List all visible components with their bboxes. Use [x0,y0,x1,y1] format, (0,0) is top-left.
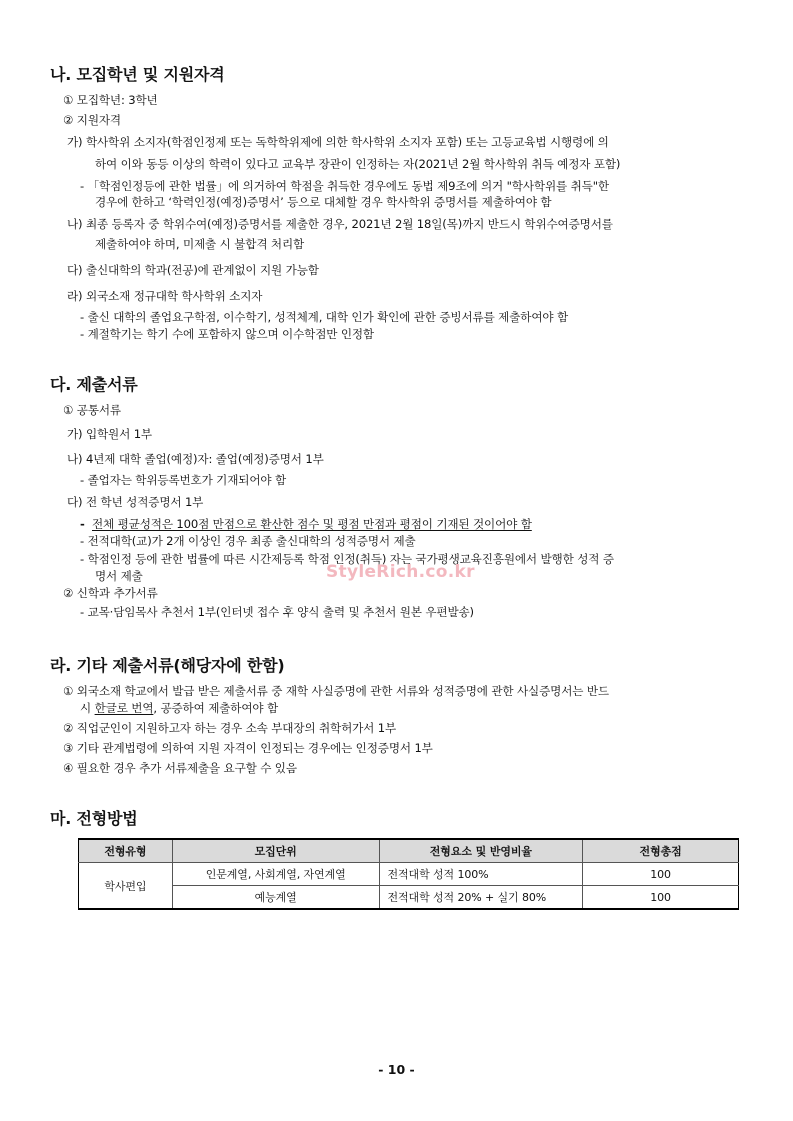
eligibility-ga-line1: 가) 학사학위 소지자(학점인정제 또는 독학학위제에 의한 학사학위 소지자 포함) 또는 고등교육법 시행령에 의 [67,135,609,149]
docs-na-note: - 졸업자는 학위등록번호가 기재되어야 함 [80,473,287,487]
table-header-row [79,839,739,863]
page-number: - 10 - [378,1062,415,1077]
cell-type: 학사편입 [79,863,173,910]
header-type: 전형유형 [79,839,173,863]
cell-unit: 인문계열, 사회계열, 자연계열 [172,863,379,886]
selection-table [78,838,739,910]
other-docs-1-underlined: 한글로 번역 [94,701,154,715]
other-docs-1-line1: ① 외국소재 학교에서 발급 받은 제출서류 중 재학 사실증명에 관한 서류와 성적증명에 관한 사실증명서는 반드 [63,684,609,698]
eligibility-ra-note1: - 출신 대학의 졸업요구학점, 이수학기, 성적체계, 대학 인가 확인에 관한 증빙서류를 제출하여야 함 [80,310,568,324]
section-heading-selection: 마. 전형방법 [50,809,138,828]
docs-da-note3-line1: - 학점인정 등에 관한 법률에 따른 시간제등록 학점 인정(취득) 자는 국가평생교육진흥원에서 발행한 성적 증 [80,552,614,566]
other-docs-1-line2 [80,699,278,717]
header-total: 전형총점 [583,839,739,863]
docs-da: 다) 전 학년 성적증명서 1부 [67,495,204,509]
eligibility-ga-line2: 하여 이와 동등 이상의 학력이 있다고 교육부 장관이 인정하는 자(2021년 2월 학사학위 취득 예정자 포함) [95,157,621,171]
other-docs-1-pre: 시 [80,701,95,715]
other-docs-2: ② 직업군인이 지원하고자 하는 경우 소속 부대장의 취학허가서 1부 [63,721,397,735]
docs-da-note3-line2: 명서 제출 [95,569,143,583]
eligibility-ra: 라) 외국소재 정규대학 학사학위 소지자 [67,289,263,303]
docs-na: 나) 4년제 대학 졸업(예정)자: 졸업(예정)증명서 1부 [67,452,324,466]
eligibility-da: 다) 출신대학의 학과(전공)에 관계없이 지원 가능함 [67,263,319,277]
recruit-grade: ① 모집학년: 3학년 [63,93,158,107]
header-ratio: 전형요소 및 반영비율 [379,839,583,863]
header-unit: 모집단위 [172,839,379,863]
cell-total: 100 [583,863,739,886]
cell-ratio: 전적대학 성적 100% [379,863,583,886]
other-docs-4: ④ 필요한 경우 추가 서류제출을 요구할 수 있음 [63,761,297,775]
table-row [79,886,739,910]
eligibility-ga-note1: - 「학점인정등에 관한 법률」에 의거하여 학점을 취득한 경우에도 동법 제9조에 의거 "학사학위를 취득"한 [80,179,609,193]
eligibility-label: ② 지원자격 [63,113,121,127]
section-heading-other-docs: 라. 기타 제출서류(해당자에 한함) [50,656,285,675]
cell-ratio: 전적대학 성적 20% + 실기 80% [379,886,583,910]
table-row [79,863,739,886]
eligibility-ga-note2: 경우에 한하고 ‘학력인정(예정)증명서’ 등으로 대체할 경우 학사학위 증명서를 제출하여야 함 [95,195,552,209]
eligibility-na-line2: 제출하여야 하며, 미제출 시 불합격 처리함 [95,237,305,251]
section-heading-eligibility: 나. 모집학년 및 지원자격 [50,65,225,84]
other-docs-1-post: , 공증하여 제출하여야 함 [153,701,279,715]
common-docs-label: ① 공통서류 [63,403,121,417]
eligibility-na-line1: 나) 최종 등록자 중 학위수여(예정)증명서를 제출한 경우, 2021년 2월 18일(목)까지 반드시 학위수여증명서를 [67,217,613,231]
cell-unit: 예능계열 [172,886,379,910]
docs-da-note2: - 전적대학(교)가 2개 이상인 경우 최종 출신대학의 성적증명서 제출 [80,534,416,548]
theology-docs-label: ② 신학과 추가서류 [63,586,158,600]
eligibility-ra-note2: - 계절학기는 학기 수에 포함하지 않으며 이수학점만 인정함 [80,327,374,341]
theology-docs-note: - 교목·담임목사 추천서 1부(인터넷 접수 후 양식 출력 및 추천서 원본 우편발송) [80,605,474,619]
cell-total: 100 [583,886,739,910]
docs-ga: 가) 입학원서 1부 [67,427,152,441]
other-docs-3: ③ 기타 관계법령에 의하여 지원 자격이 인정되는 경우에는 인정증명서 1부 [63,741,433,755]
section-heading-documents: 다. 제출서류 [50,375,138,394]
docs-da-note1-text: 전체 평균성적은 100점 만점으로 환산한 점수 및 평점 만점과 평점이 기재된 것이어야 함 [92,517,532,531]
docs-da-note1: - 전체 평균성적은 100점 만점으로 환산한 점수 및 평점 만점과 평점이 기재된 것이어야 함 [80,517,532,531]
watermark: StyleRich.co.kr [326,562,475,582]
